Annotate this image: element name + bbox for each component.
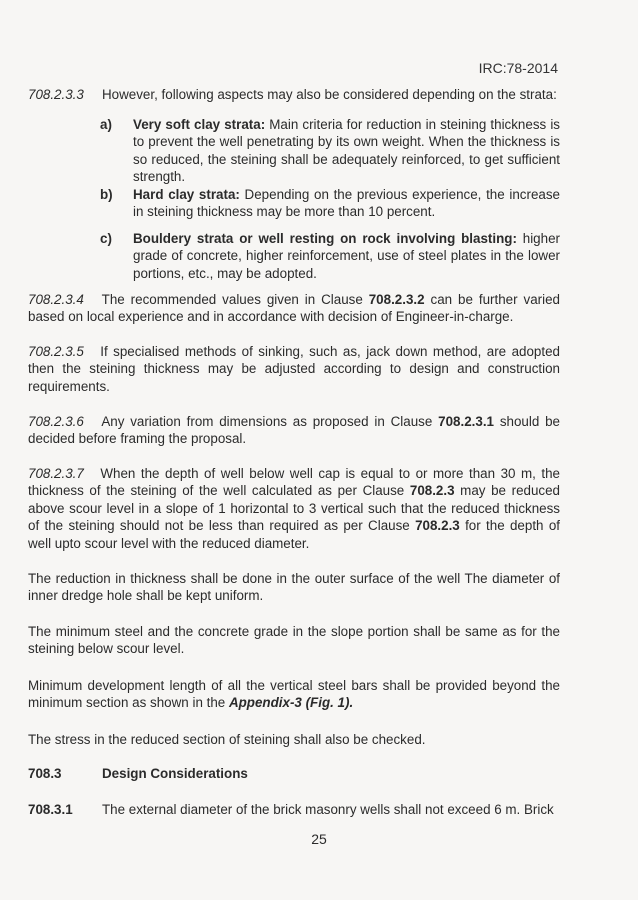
page-number: 25 [311, 831, 327, 847]
list-item-label: a) [100, 117, 112, 132]
section-heading-708-3 [28, 766, 248, 781]
section-title: Design Considerations [102, 766, 248, 781]
clause-text: The external diameter of the brick masonry wells shall not exceed 6 m. Brick [102, 802, 554, 817]
paragraph-reduction: The reduction in thickness shall be done in the outer surface of the well The diameter of inner dredge hole shall be kept uniform. [28, 571, 560, 604]
clause-text: However, following aspects may also be considered depending on the strata: [102, 87, 557, 102]
section-number: 708.3 [28, 766, 62, 781]
clause-number: 708.2.3.4 [28, 292, 84, 307]
appendix-reference: Appendix-3 (Fig. 1). [228, 695, 354, 711]
clause-708-2-3-3-intro [28, 86, 560, 103]
clause-reference: 708.2.3.2 [368, 292, 425, 307]
clause-reference: 708.2.3 [409, 483, 455, 499]
clause-number: 708.2.3.5 [28, 344, 84, 359]
clause-708-2-3-4: 708.2.3.4 The recommended values given in Clause 708.2.3.2 can be further varied based on local experience and in accordance with decision of Engineer-in-charge. [28, 292, 560, 325]
list-item-b [100, 186, 560, 221]
clause-number: 708.2.3.7 [28, 466, 84, 481]
list-item-text: higher grade of concrete, higher reinforcement, use of steel plates in the lower portions, etc., may be adopted. [133, 231, 560, 281]
clause-708-2-3-6: 708.2.3.6 Any variation from dimensions as proposed in Clause 708.2.3.1 should be decided before framing the proposal. [28, 414, 560, 447]
clause-number: 708.2.3.6 [28, 414, 84, 429]
clause-reference: 708.2.3.1 [438, 414, 494, 429]
list-item-a [100, 116, 560, 186]
list-item-label: c) [100, 231, 112, 246]
clause-708-3-1 [28, 802, 560, 817]
list-item-text: Depending on the previous experience, the increase in steining thickness may be more than 10 percent. [133, 187, 560, 220]
paragraph-minimum-steel: The minimum steel and the concrete grade in the slope portion shall be same as for the steining below scour level. [28, 624, 560, 657]
list-item-title: Hard clay strata: [133, 187, 240, 202]
list-item-c [100, 230, 560, 282]
list-item-title: Very soft clay strata: [133, 117, 266, 132]
clause-number: 708.2.3.3 [28, 87, 84, 102]
clause-708-2-3-7: 708.2.3.7 When the depth of well below well cap is equal to or more than 30 m, the thickness of the steining of the well calculated as per Clause 708.2.3 may be reduced above scour level in a slope of 1 horizontal to 3 vertical such that the reduced thickness of the steining should not be less than required as per Clause 708.2.3 for the depth of well upto scour level with the reduced diameter. [28, 466, 560, 551]
list-item-text: Main criteria for reduction in steining thickness is to prevent the well penetrating by its own weight. When the thickness is so reduced, the steining shall be adequately reinforced, to get sufficient strength. [133, 117, 560, 185]
paragraph-development-length: Minimum development length of all the vertical steel bars shall be provided beyond the minimum section as shown in the Appendix-3 (Fig. 1). [28, 678, 560, 711]
clause-reference: 708.2.3 [415, 518, 460, 534]
clause-708-2-3-5: 708.2.3.5 If specialised methods of sinking, such as, jack down method, are adopted then the steining thickness may be adjusted according to design and construction requirements. [28, 344, 560, 394]
document-code-header: IRC:78-2014 [478, 60, 558, 76]
paragraph-stress: The stress in the reduced section of steining shall also be checked. [28, 732, 426, 747]
list-item-title: Bouldery strata or well resting on rock involving blasting: [133, 231, 517, 246]
list-item-label: b) [100, 187, 113, 202]
clause-number: 708.3.1 [28, 802, 73, 817]
